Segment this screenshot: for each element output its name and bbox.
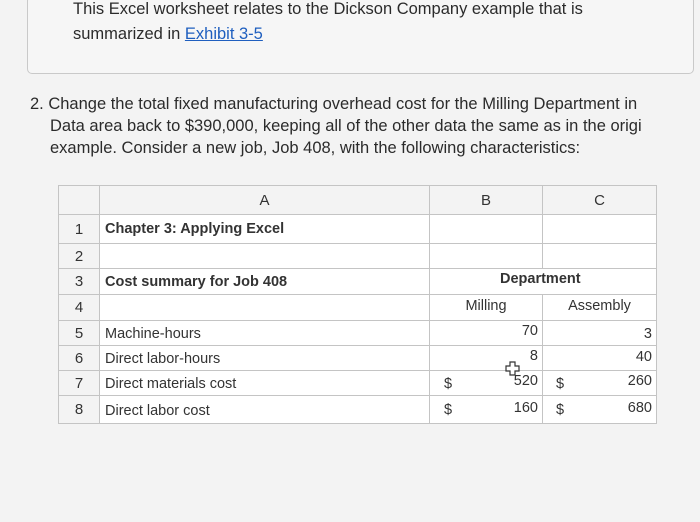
exhibit-link[interactable]: Exhibit 3-5 xyxy=(184,25,263,43)
corner-cell xyxy=(58,185,100,215)
cell-value: 260 xyxy=(627,373,652,389)
cell-b8[interactable] xyxy=(430,396,543,424)
cell-a2[interactable] xyxy=(100,244,430,269)
cell-c8[interactable] xyxy=(543,396,657,424)
row-header-8[interactable]: 8 xyxy=(58,396,100,424)
row-header-3[interactable]: 3 xyxy=(58,269,100,295)
intro-sentence: This Excel worksheet relates to the Dickson Company example that is summarized in xyxy=(73,0,583,43)
cell-c4-assembly[interactable]: Assembly xyxy=(543,295,657,321)
cell-cursor-icon xyxy=(505,361,520,376)
cell-a7[interactable]: Direct materials cost xyxy=(100,371,430,396)
cell-c5[interactable]: 3 xyxy=(543,321,657,346)
cell-b1[interactable] xyxy=(430,215,543,244)
currency-sign: $ xyxy=(444,376,453,392)
cell-a5[interactable]: Machine-hours xyxy=(100,321,430,346)
cell-value: 680 xyxy=(627,400,652,416)
cell-c6[interactable]: 40 xyxy=(543,346,657,371)
cell-c1[interactable] xyxy=(543,215,657,244)
cell-a6[interactable]: Direct labor-hours xyxy=(100,346,430,371)
row-header-5[interactable]: 5 xyxy=(58,321,100,346)
cell-a3[interactable]: Cost summary for Job 408 xyxy=(100,269,430,295)
column-header-c[interactable]: C xyxy=(543,185,657,215)
cell-a4[interactable] xyxy=(100,295,430,321)
cell-value: 520 xyxy=(513,373,538,389)
cell-c2[interactable] xyxy=(543,244,657,269)
cell-b6[interactable]: 8 xyxy=(430,346,543,371)
column-header-b[interactable]: B xyxy=(430,185,543,215)
cell-b5[interactable]: 70 xyxy=(430,321,543,346)
row-header-2[interactable]: 2 xyxy=(58,244,100,269)
row-header-6[interactable]: 6 xyxy=(58,346,100,371)
currency-sign: $ xyxy=(556,402,565,418)
cell-b7[interactable] xyxy=(430,371,543,396)
row-header-7[interactable]: 7 xyxy=(58,371,100,396)
question-line-2: Data area back to $390,000, keeping all of the other data the same as in the origi xyxy=(50,117,642,135)
row-header-1[interactable]: 1 xyxy=(58,215,100,244)
cell-c7[interactable] xyxy=(543,371,657,396)
cell-b2[interactable] xyxy=(430,244,543,269)
row-header-4[interactable]: 4 xyxy=(58,295,100,321)
currency-sign: $ xyxy=(444,402,453,418)
cell-b4-milling[interactable]: Milling xyxy=(430,295,543,321)
cell-b3-department[interactable]: Department xyxy=(430,269,657,295)
intro-text xyxy=(73,0,673,47)
currency-sign: $ xyxy=(556,376,565,392)
cell-value: 160 xyxy=(513,400,538,416)
cell-a8[interactable]: Direct labor cost xyxy=(100,396,430,424)
question-line-3: example. Consider a new job, Job 408, with the following characteristics: xyxy=(50,139,581,157)
question-line-1: 2. Change the total fixed manufacturing overhead cost for the Milling Department in xyxy=(30,95,638,113)
column-header-a[interactable]: A xyxy=(100,185,430,215)
cell-a1[interactable]: Chapter 3: Applying Excel xyxy=(100,215,430,244)
question-text xyxy=(30,93,700,159)
